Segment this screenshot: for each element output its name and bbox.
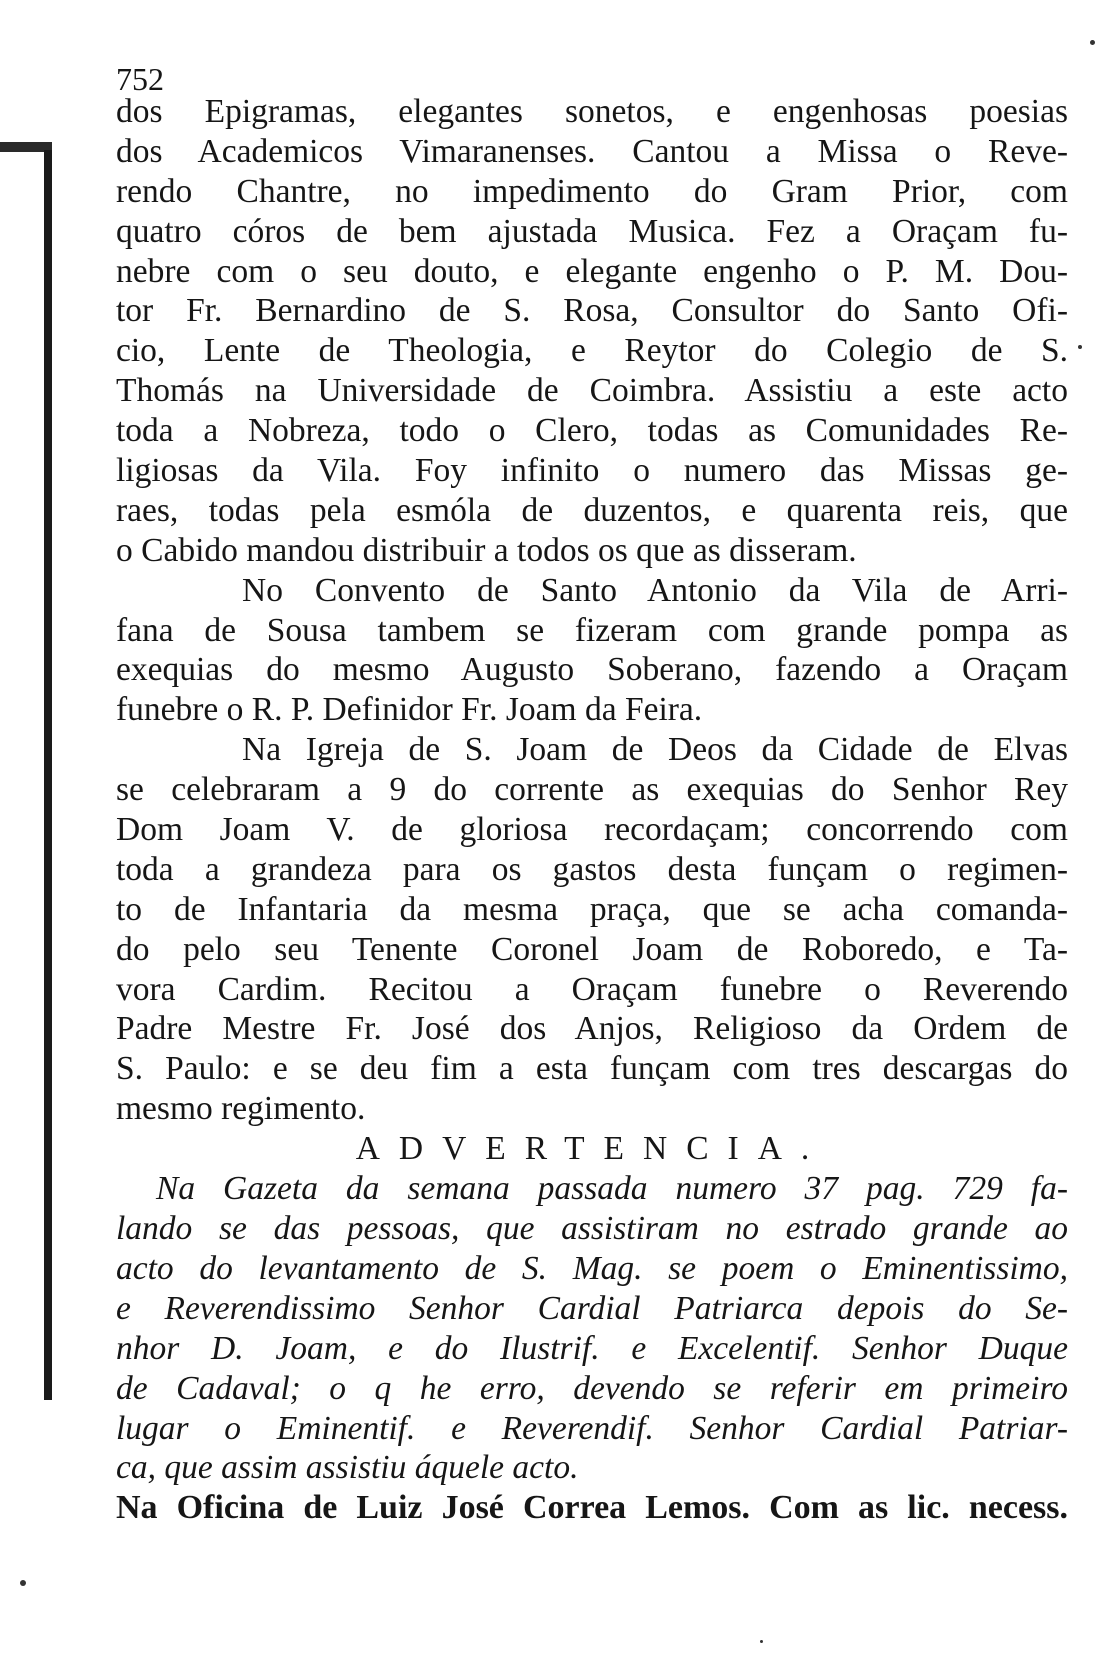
- text-body: [116, 92, 1068, 1528]
- print-speck: [1078, 345, 1082, 349]
- text-line: lando se das pessoas, que assistiram no estrado grande ao: [116, 1210, 1068, 1248]
- text-line: toda a grandeza para os gastos desta funçam o regimen-: [116, 850, 1068, 888]
- text-line: nebre com o seu douto, e elegante engenho o P. M. Dou-: [116, 252, 1068, 290]
- print-speck: [760, 1640, 763, 1643]
- text-line: S. Paulo: e se deu fim a esta funçam com tres descargas do: [116, 1050, 1068, 1088]
- text-line: exequias do mesmo Augusto Soberano, fazendo a Oraçam: [116, 651, 1068, 689]
- print-speck: [20, 1580, 26, 1586]
- text-line: Na Gazeta da semana passada numero 37 pag. 729 fa-: [156, 1170, 1068, 1208]
- text-line: to de Infantaria da mesma praça, que se acha comanda-: [116, 890, 1068, 928]
- text-line: vora Cardim. Recitou a Oraçam funebre o Reverendo: [116, 970, 1068, 1008]
- section-heading: ADVERTENCIA.: [355, 1130, 829, 1168]
- text-line: ca, que assim assistiu áquele acto.: [116, 1449, 579, 1487]
- text-line: Thomás na Universidade de Coimbra. Assistiu a este acto: [116, 372, 1068, 410]
- text-line: Na Igreja de S. Joam de Deos da Cidade de Elvas: [242, 731, 1068, 769]
- text-line: Dom Joam V. de gloriosa recordaçam; concorrendo com: [116, 811, 1068, 849]
- text-line: funebre o R. P. Definidor Fr. Joam da Feira.: [116, 691, 703, 729]
- binding-edge: [44, 150, 52, 1400]
- paragraph-arrifana: [116, 571, 1068, 731]
- advertencia-note: [116, 1169, 1068, 1488]
- text-line: Padre Mestre Fr. José dos Anjos, Religioso da Ordem de: [116, 1010, 1068, 1048]
- text-line: lugar o Eminentif. e Reverendif. Senhor Cardial Patriar-: [116, 1409, 1068, 1447]
- text-line: dos Academicos Vimaranenses. Cantou a Missa o Reve-: [116, 132, 1068, 170]
- text-line: e Reverendissimo Senhor Cardial Patriarca depois do Se-: [116, 1289, 1068, 1327]
- text-line: fana de Sousa tambem se fizeram com grande pompa as: [116, 611, 1068, 649]
- text-line: acto do levantamento de S. Mag. se poem o Eminentissimo,: [116, 1249, 1068, 1287]
- text-line: toda a Nobreza, todo o Clero, todas as Comunidades Re-: [116, 412, 1068, 450]
- text-line: o Cabido mandou distribuir a todos os que as disseram.: [116, 531, 857, 569]
- text-line: do pelo seu Tenente Coronel Joam de Roboredo, e Ta-: [116, 930, 1068, 968]
- text-line: raes, todas pela esmóla de duzentos, e quarenta reis, que: [116, 491, 1068, 529]
- text-line: mesmo regimento.: [116, 1090, 366, 1128]
- page-number: 752: [116, 61, 164, 97]
- text-line: se celebraram a 9 do corrente as exequias do Senhor Rey: [116, 771, 1068, 809]
- text-line: de Cadaval; o q he erro, devendo se referir em primeiro: [116, 1369, 1068, 1407]
- paragraph-exequias-guimaraes: [116, 92, 1068, 571]
- text-line: quatro córos de bem ajustada Musica. Fez a Oraçam fu-: [116, 212, 1068, 250]
- text-line: rendo Chantre, no impedimento do Gram Prior, com: [116, 172, 1068, 210]
- text-line: nhor D. Joam, e do Ilustrif. e Excelentif. Senhor Duque: [116, 1329, 1068, 1367]
- text-line: tor Fr. Bernardino de S. Rosa, Consultor do Santo Ofi-: [116, 292, 1068, 330]
- printer-imprint: Na Oficina de Luiz José Correa Lemos. Com as lic. necess.: [116, 1489, 1068, 1527]
- text-line: cio, Lente de Theologia, e Reytor do Colegio de S.: [116, 332, 1068, 370]
- paragraph-elvas: [116, 730, 1068, 1129]
- text-line: ligiosas da Vila. Foy infinito o numero das Missas ge-: [116, 452, 1068, 490]
- print-speck: [1090, 40, 1095, 45]
- text-line: No Convento de Santo Antonio da Vila de Arri-: [242, 571, 1068, 609]
- text-line: dos Epigramas, elegantes sonetos, e engenhosas poesias: [116, 93, 1068, 130]
